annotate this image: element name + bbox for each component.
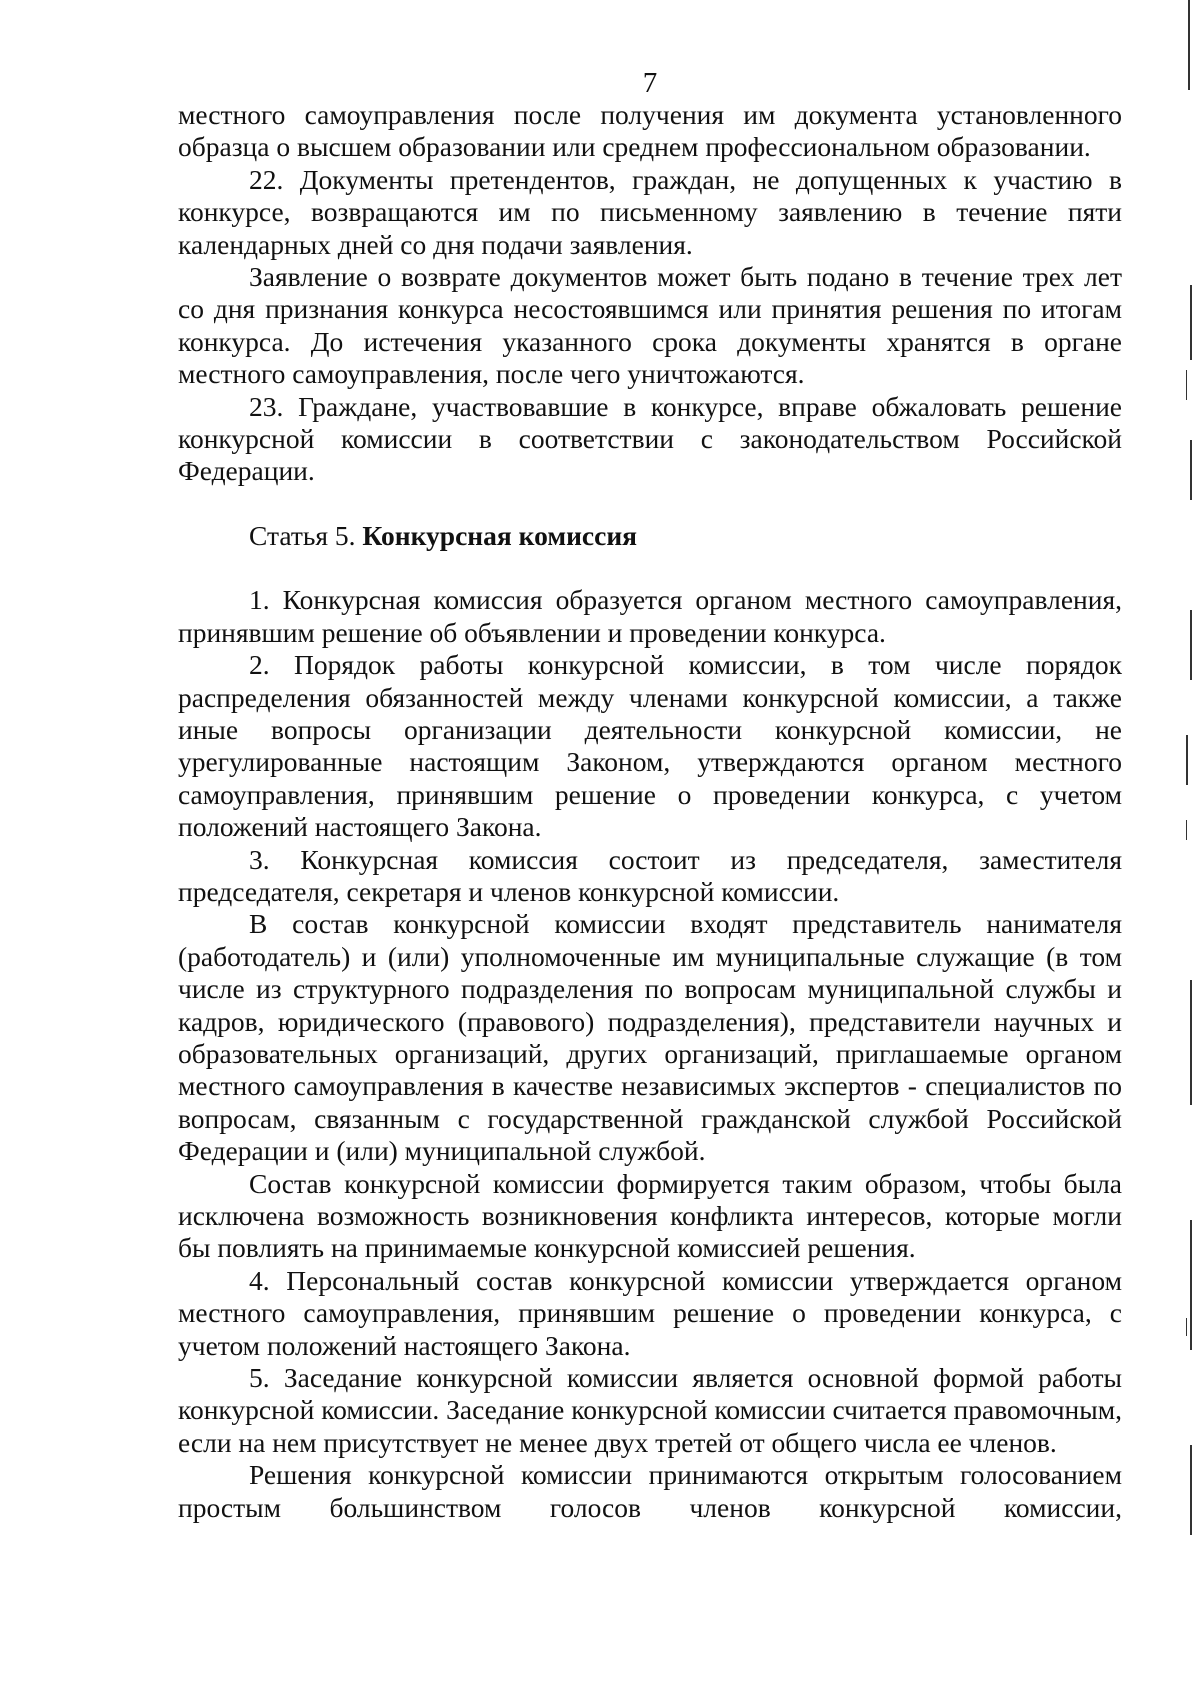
scan-artifact-line — [1190, 285, 1192, 360]
article-heading — [178, 520, 1122, 552]
paragraph-item-5: 5. Заседание конкурсной комиссии является основной формой работы конкурсной комиссии. Заседание конкурсной комиссии считается правомочным, если на нем присутствует не менее двух третей от общего числа ее членов. — [178, 1362, 1122, 1458]
paragraph-return-application: Заявление о возврате документов может быть подано в течение трех лет со дня признания конкурса несостоявшимся или принятия решения по итогам конкурса. До истечения указанного срока документы хранятся в органе местного самоуправления, после чего уничтожаются. — [178, 261, 1122, 390]
paragraph-item-3: 3. Конкурсная комиссия состоит из председателя, заместителя председателя, секретаря и членов конкурсной комиссии. — [178, 843, 1122, 907]
paragraph-composition: В состав конкурсной комиссии входят представитель нанимателя (работодатель) и (или) уполномоченные им муниципальные служащие (в том числе из структурного подразделения по вопросам муниципальной службы и кадров, юридического (правового) подразделения), представители научных и образовательных организаций, других организаций, приглашаемые органом местного самоуправления в качестве независимых экспертов - специалистов по вопросам, связанным с государственной гражданской службой Российской Федерации и (или) муниципальной службой. — [178, 908, 1122, 1167]
paragraph-continuation: местного самоуправления после получения им документа установленного образца о высшем образовании или среднем профессиональном образовании. — [178, 99, 1122, 163]
paragraph-conflict-of-interest: Состав конкурсной комиссии формируется таким образом, чтобы была исключена возможность возникновения конфликта интересов, которые могли бы повлиять на принимаемые конкурсной комиссией решения. — [178, 1167, 1122, 1264]
paragraph-item-1: 1. Конкурсная комиссия образуется органом местного самоуправления, принявшим решение об объявлении и проведении конкурса. — [178, 584, 1122, 648]
paragraph-item-2: 2. Порядок работы конкурсной комиссии, в том числе порядок распределения обязанностей между членами конкурсной комиссии, а также иные вопросы организации деятельности конкурсной комиссии, не урегулированные настоящим Законом, утверждаются органом местного самоуправления, принявшим решение о проведении конкурса, с учетом положений настоящего Закона. — [178, 649, 1122, 843]
scan-artifact-line — [1190, 980, 1192, 1105]
paragraph-item-23: 23. Граждане, участвовавшие в конкурсе, вправе обжаловать решение конкурсной комиссии в соответствии с законодательством Российской Федерации. — [178, 390, 1122, 487]
scan-artifact-line — [1188, 0, 1190, 90]
scan-artifact-line — [1190, 1220, 1192, 1350]
scan-artifact-line — [1186, 820, 1187, 840]
scan-artifact-line — [1190, 610, 1192, 680]
page-number: 7 — [642, 67, 658, 99]
paragraph-decisions: Решения конкурсной комиссии принимаются открытым голосованием простым большинством голосов членов конкурсной комиссии, — [178, 1459, 1122, 1523]
scan-artifact-line — [1186, 370, 1187, 400]
scan-artifact-line — [1186, 1318, 1187, 1336]
scan-artifact-line — [1186, 735, 1188, 785]
scan-artifact-line — [1190, 440, 1192, 500]
article-prefix: Статья 5. — [249, 519, 363, 551]
article-title: Конкурсная комиссия — [362, 519, 638, 551]
paragraph-item-4: 4. Персональный состав конкурсной комиссии утверждается органом местного самоуправления, принявшим решение о проведении конкурса, с учетом положений настоящего Закона. — [178, 1264, 1122, 1361]
document-body — [178, 99, 1122, 1524]
paragraph-item-22: 22. Документы претендентов, граждан, не допущенных к участию в конкурсе, возвращаются им по письменному заявлению в течение пяти календарных дней со дня подачи заявления. — [178, 163, 1122, 260]
scan-artifact-line — [1190, 1445, 1192, 1535]
